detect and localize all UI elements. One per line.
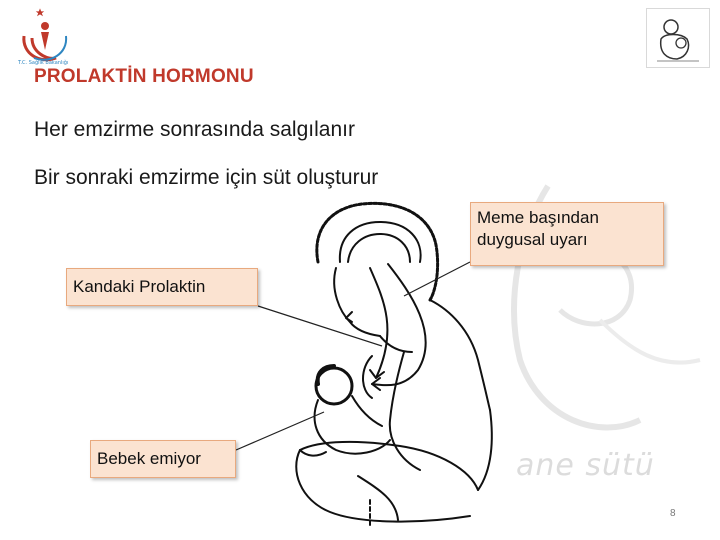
callout-baby-sucking: Bebek emiyor bbox=[90, 440, 236, 478]
callout-line: Meme başından bbox=[477, 208, 599, 227]
callout-line: duygusal uyarı bbox=[477, 230, 588, 249]
callout-nipple-stimulus bbox=[470, 202, 664, 266]
ministry-logo-text: T.C. Sağlık Bakanlığı bbox=[18, 60, 69, 66]
watermark-text: ane sütü bbox=[516, 448, 655, 483]
bullet-text: Bir sonraki emzirme için süt oluşturur bbox=[34, 166, 379, 189]
page-number: 8 bbox=[670, 508, 676, 519]
slide-title: PROLAKTİN HORMONU bbox=[34, 66, 254, 87]
bullet-text: Her emzirme sonrasında salgılanır bbox=[34, 118, 355, 141]
callout-blood-prolactin: Kandaki Prolaktin bbox=[66, 268, 258, 306]
